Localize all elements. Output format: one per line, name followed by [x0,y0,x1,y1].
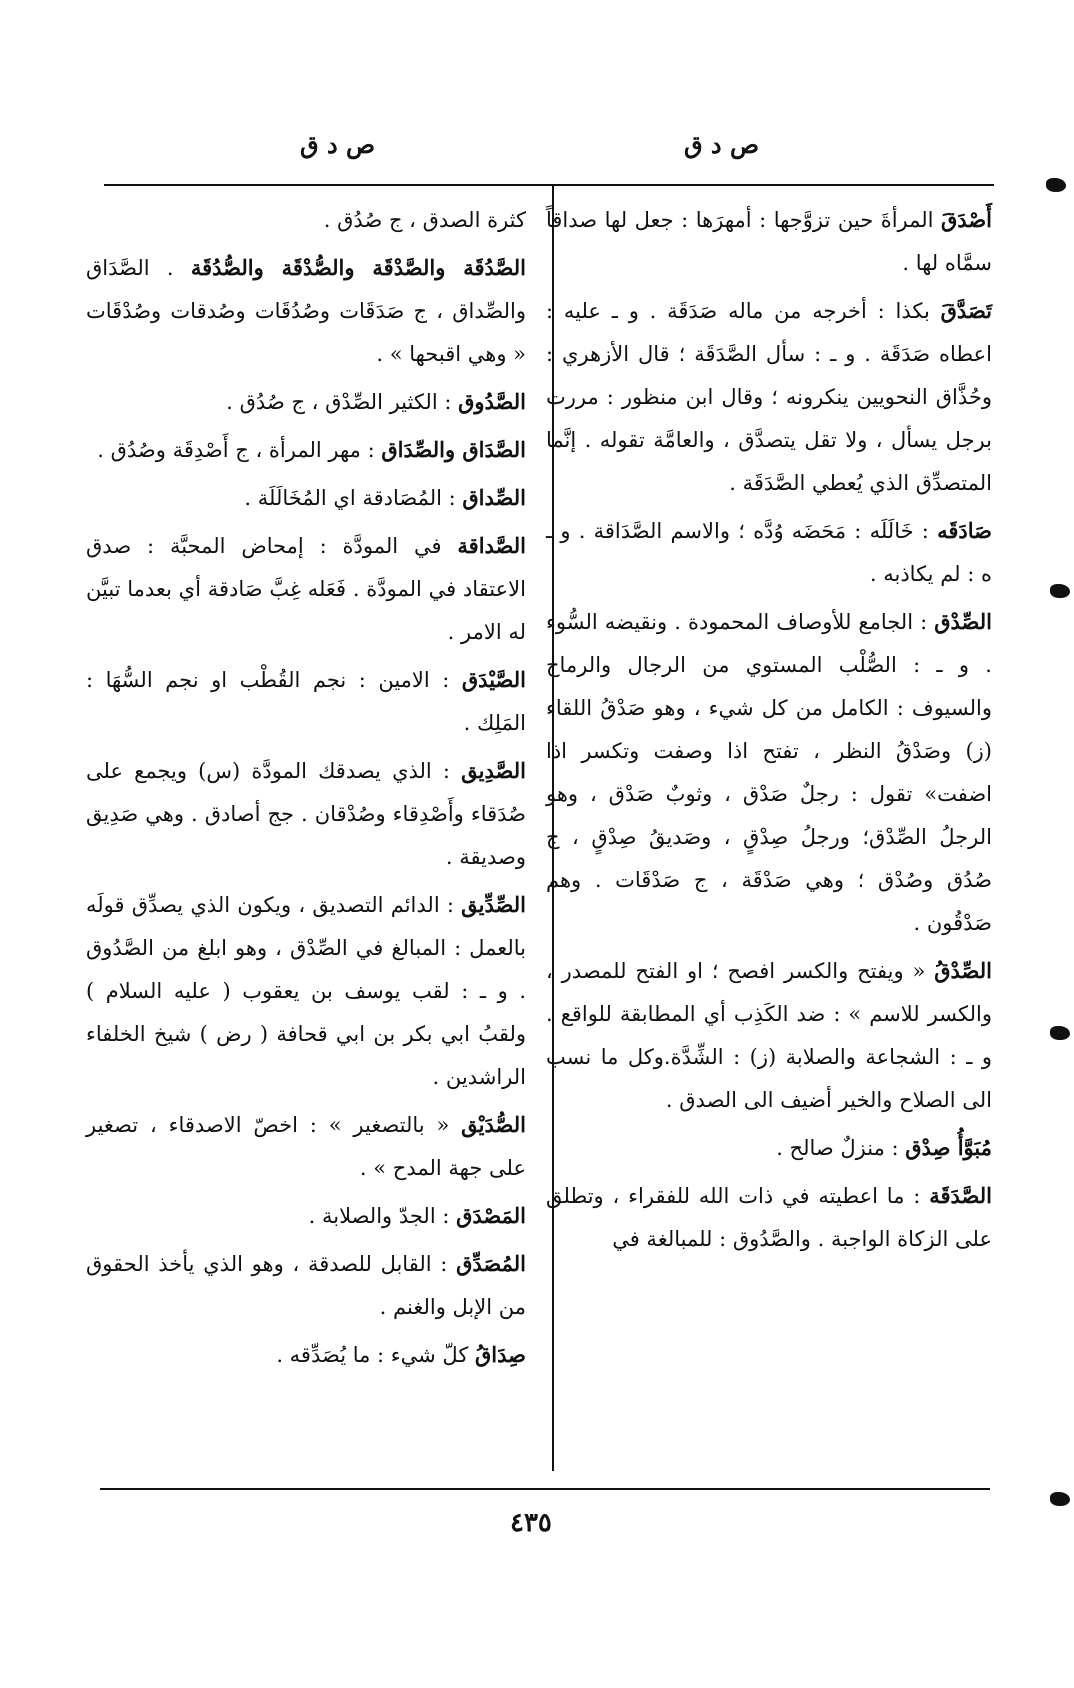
entry-headword: الصَّدَاق والصِّدَاق [381,437,526,462]
entry-headword: الصَّدَقَة [929,1183,992,1208]
running-header-right: ص د ق [683,130,759,159]
dictionary-entry [546,509,992,596]
entry-headword: الصُّدَيْق [461,1112,526,1137]
entry-headword: الصَّدِيق [461,758,526,783]
entry-definition: : المُصَادقة اي المُخَالَلَة . [244,486,463,510]
entry-definition: كلّ شيء : ما يُصَدِّقه . [276,1343,476,1367]
dictionary-entry [546,600,992,945]
entry-definition: : مهر المرأة ، ج أَصْدِقَة وصُدُق . [97,438,382,462]
entry-headword: الصَّداقة [457,533,526,558]
entry-definition: كثرة الصدق ، ج صُدُق . [323,208,526,232]
entry-headword: صَادَقَه [937,518,992,543]
entry-definition: « ويفتح والكسر افصح ؛ او الفتح للمصدر ، والكسر للاسم » : ضد الكَذِب أي المطابقة للواقع . و ـ : الشجاعة والصلابة (ز) : الشِّدَّة.وكل ما نسب الى الصلاح والخير أضيف الى الصدق . [546,959,992,1112]
dictionary-entry [86,198,526,242]
edge-mark [1050,1492,1070,1506]
dictionary-entry [86,749,526,879]
entry-headword: صِدَاقُ [475,1342,526,1367]
entry-headword: الصِّدْقُ [934,958,992,983]
entry-headword: الصِّدِّيق [461,892,526,917]
running-header-left: ص د ق [300,130,376,159]
entry-headword: الصِّداق [462,485,526,510]
dictionary-entry [546,1174,992,1261]
entry-headword: مُبَوَّأُ صِدْق [905,1135,992,1160]
entry-definition: : القابل للصدقة ، وهو الذي يأخذ الحقوق من الإبل والغنم . [86,1252,526,1319]
dictionary-entry [86,658,526,745]
edge-mark [1050,584,1070,598]
entry-headword: الصَّيْدَق [461,667,526,692]
dictionary-entry [86,246,526,376]
dictionary-entry [86,524,526,654]
entry-definition: المرأةَ حين تزوَّجها : أمهرَها : جعل لها صداقاً سمَّاه لها . [546,208,992,275]
dictionary-entry [546,198,992,285]
entry-headword: أَصْدَقَ [941,207,992,232]
entry-definition: : الكثير الصِّدْق ، ج صُدُق . [226,390,459,414]
entry-definition: . الصَّدَاق والصِّداق ، ج صَدَقَات وصُدُقَات وصُدقات وصُدْقَات « وهي اقبحها » . [86,256,526,366]
entry-headword: الصَّدُوق [458,389,526,414]
entry-definition: : الذي يصدقك المودَّة (س) ويجمع على صُدَقاء وأَصْدِقاء وصُدْقان . جج أصادق . وهي صَدِيق وصديقة . [86,759,526,869]
dictionary-entry [546,289,992,505]
right-column [546,198,992,1265]
entry-definition: : الجامع للأوصاف المحمودة . ونقيضه السُّوء . و ـ : الصُّلْب المستوي من الرجال والرماح والسيوف : الكامل من كل شيء ، وهو صَدْقُ اللقاء (ز) وصَدْقُ النظر ، تفتح اذا وصفت وتكسر اذا اضفت» تقول : رجلٌ صَدْق ، وثوبٌ صَدْق ، وهو الرجلُ الصِّدْق؛ ورجلُ صِدْقٍ ، وصَديقُ صِدْقٍ ، ج صُدُق وصُدْق ؛ وهي صَدْقَة ، ج صَدْقَات . وهم صَدْقُون . [546,610,992,935]
dictionary-entry [86,1194,526,1238]
entry-headword: المُصَدِّق [456,1251,526,1276]
page-number: ٤٣٥ [510,1508,552,1538]
entry-definition: : منزلٌ صالح . [776,1136,906,1160]
entry-definition: : ما اعطيته في ذات الله للفقراء ، وتطلق على الزكاة الواجبة . والصَّدُوق : للمبالغة في [546,1184,992,1251]
entry-definition: : الامين : نجم القُطْب او نجم السُّهَا : المَلِك . [86,668,526,735]
edge-mark [1046,178,1066,192]
entry-headword: تَصَدَّقَ [940,298,992,323]
left-column [86,198,526,1381]
dictionary-entry [86,380,526,424]
entry-headword: الصِّدْق [934,609,992,634]
dictionary-entry [86,1333,526,1377]
dictionary-entry [86,476,526,520]
entry-definition: في المودَّة : إمحاض المحبَّة : صدق الاعتقاد في المودَّة . فَعَله غِبَّ صَادقة أي بعدما تبيَّن له الامر . [86,534,526,644]
top-rule [104,184,994,186]
dictionary-entry [86,428,526,472]
entry-definition: بكذا : أخرجه من ماله صَدَقَة . و ـ عليه : اعطاه صَدَقَة . و ـ : سأل الصَّدَقَة ؛ قال الأزهري : وحُذَّاق النحويين ينكرونه ؛ وقال ابن منظور : مررت برجل يسأل ، ولا تقل يتصدَّق ، والعامَّة تقوله . إنَّما المتصدِّق الذي يُعطي الصَّدَقَة . [546,299,992,495]
entry-headword: المَصْدَق [456,1203,526,1228]
entry-headword: الصَّدُقَة والصَّدْقَة والصُّدْقَة والصُّدُقَة [190,255,526,280]
dictionary-entry [86,883,526,1099]
edge-mark [1050,1026,1070,1040]
entry-definition: « بالتصغير » : اخصّ الاصدقاء ، تصغير على جهة المدح » . [86,1113,526,1180]
entry-definition: : الجدّ والصلابة . [308,1204,457,1228]
entry-definition: : الدائم التصديق ، ويكون الذي يصدِّق قولَه بالعمل : المبالغ في الصِّدْق ، وهو ابلغ من الصَّدُوق . و ـ : لقب يوسف بن يعقوب ( عليه السلام ) ولقبُ ابي بكر بن ابي قحافة ( رض ) شيخ الخلفاء الراشدين . [86,893,526,1089]
dictionary-entry [86,1103,526,1190]
entry-definition: : خَالَلَه : مَحَضَه وُدَّه ؛ والاسم الصَّدَاقة . و ـ ه : لم يكاذبه . [546,519,992,586]
dictionary-entry [546,1126,992,1170]
bottom-rule [100,1488,990,1490]
dictionary-entry [546,949,992,1122]
dictionary-entry [86,1242,526,1329]
